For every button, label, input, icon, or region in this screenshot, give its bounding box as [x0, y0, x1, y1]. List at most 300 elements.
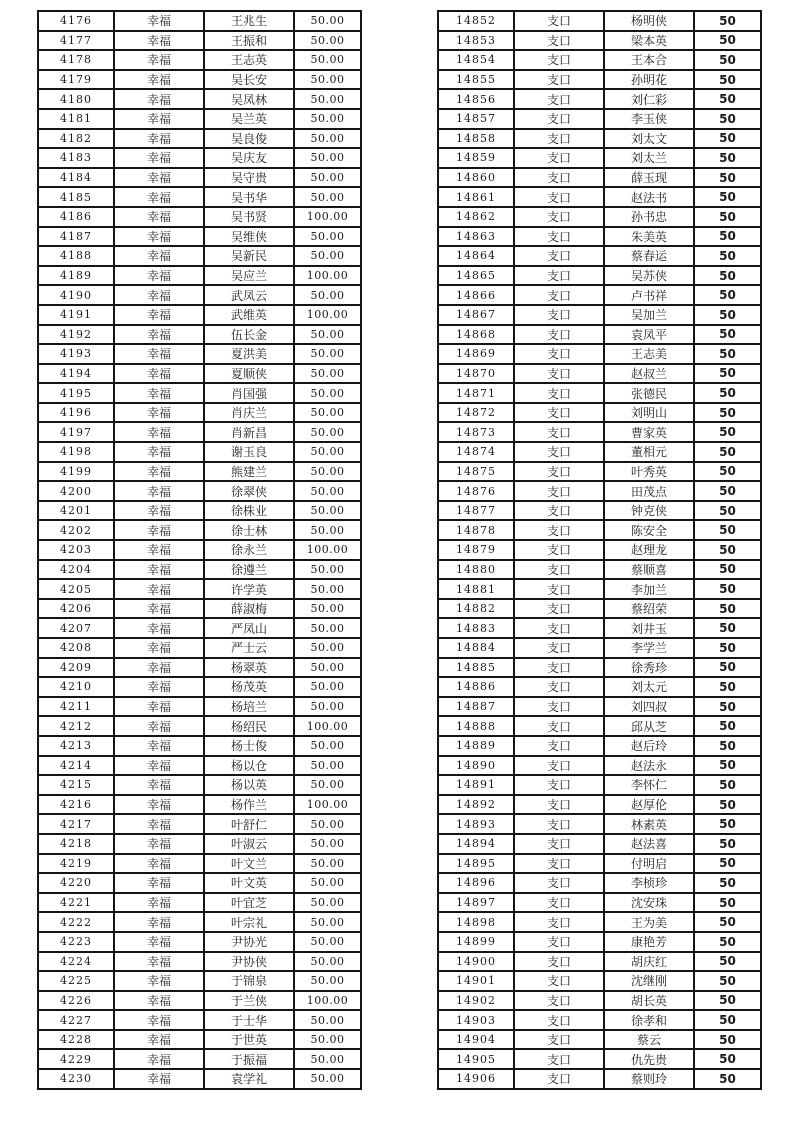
amount-cell: 50.00 [294, 344, 361, 364]
amount-cell: 50 [694, 462, 761, 482]
name-cell: 蔡云 [604, 1030, 694, 1050]
amount-cell: 50 [694, 383, 761, 403]
id-cell: 4216 [38, 795, 114, 815]
name-cell: 杨作兰 [204, 795, 294, 815]
amount-cell: 50.00 [294, 579, 361, 599]
amount-cell: 100.00 [294, 795, 361, 815]
table-row [438, 442, 761, 462]
table-row [38, 854, 361, 874]
amount-cell: 50.00 [294, 520, 361, 540]
amount-cell: 50 [694, 677, 761, 697]
id-cell: 4202 [38, 520, 114, 540]
amount-cell: 50.00 [294, 442, 361, 462]
amount-cell: 50.00 [294, 1069, 361, 1089]
table-row [438, 403, 761, 423]
group-cell: 支口 [514, 462, 604, 482]
table-row [438, 481, 761, 501]
name-cell: 赵法喜 [604, 834, 694, 854]
group-cell: 幸福 [114, 364, 204, 384]
group-cell: 支口 [514, 697, 604, 717]
amount-cell: 50 [694, 187, 761, 207]
group-cell: 支口 [514, 814, 604, 834]
name-cell: 沈安珠 [604, 893, 694, 913]
name-cell: 薛淑梅 [204, 599, 294, 619]
id-cell: 4186 [38, 207, 114, 227]
group-cell: 幸福 [114, 912, 204, 932]
group-cell: 支口 [514, 854, 604, 874]
group-cell: 幸福 [114, 305, 204, 325]
amount-cell: 50.00 [294, 932, 361, 952]
table-row [38, 462, 361, 482]
table-row [438, 912, 761, 932]
id-cell: 14896 [438, 873, 514, 893]
group-cell: 幸福 [114, 148, 204, 168]
group-cell: 支口 [514, 89, 604, 109]
id-cell: 14906 [438, 1069, 514, 1089]
name-cell: 杨明侠 [604, 11, 694, 31]
id-cell: 14862 [438, 207, 514, 227]
id-cell: 4213 [38, 736, 114, 756]
table-row [438, 677, 761, 697]
name-cell: 杨士俊 [204, 736, 294, 756]
table-row [438, 658, 761, 678]
table-row [438, 50, 761, 70]
id-cell: 4212 [38, 716, 114, 736]
id-cell: 14870 [438, 364, 514, 384]
group-cell: 幸福 [114, 579, 204, 599]
id-cell: 14873 [438, 422, 514, 442]
group-cell: 幸福 [114, 1069, 204, 1089]
amount-cell: 50 [694, 1010, 761, 1030]
name-cell: 李玉侠 [604, 109, 694, 129]
amount-cell: 50.00 [294, 618, 361, 638]
table-row [38, 579, 361, 599]
amount-cell: 50.00 [294, 1049, 361, 1069]
amount-cell: 50 [694, 129, 761, 149]
id-cell: 14880 [438, 560, 514, 580]
id-cell: 4193 [38, 344, 114, 364]
id-cell: 14871 [438, 383, 514, 403]
name-cell: 吴书华 [204, 187, 294, 207]
group-cell: 幸福 [114, 129, 204, 149]
table-row [438, 187, 761, 207]
table-row [438, 207, 761, 227]
amount-cell: 50 [694, 834, 761, 854]
amount-cell: 50.00 [294, 658, 361, 678]
id-cell: 14859 [438, 148, 514, 168]
table-row [438, 540, 761, 560]
name-cell: 徐永兰 [204, 540, 294, 560]
amount-cell: 50 [694, 325, 761, 345]
amount-cell: 50 [694, 227, 761, 247]
table-row [38, 442, 361, 462]
id-cell: 14900 [438, 952, 514, 972]
group-cell: 幸福 [114, 11, 204, 31]
group-cell: 支口 [514, 873, 604, 893]
id-cell: 4200 [38, 481, 114, 501]
group-cell: 幸福 [114, 187, 204, 207]
id-cell: 14864 [438, 246, 514, 266]
amount-cell: 100.00 [294, 305, 361, 325]
table-row [38, 795, 361, 815]
amount-cell: 50 [694, 579, 761, 599]
id-cell: 14875 [438, 462, 514, 482]
group-cell: 幸福 [114, 795, 204, 815]
group-cell: 幸福 [114, 227, 204, 247]
name-cell: 叶舒仁 [204, 814, 294, 834]
id-cell: 14885 [438, 658, 514, 678]
name-cell: 吴长安 [204, 70, 294, 90]
id-cell: 14852 [438, 11, 514, 31]
table-row [38, 207, 361, 227]
id-cell: 14884 [438, 638, 514, 658]
group-cell: 幸福 [114, 1010, 204, 1030]
name-cell: 袁凤平 [604, 325, 694, 345]
id-cell: 4210 [38, 677, 114, 697]
name-cell: 严士云 [204, 638, 294, 658]
amount-cell: 50.00 [294, 854, 361, 874]
group-cell: 支口 [514, 756, 604, 776]
id-cell: 4185 [38, 187, 114, 207]
id-cell: 14881 [438, 579, 514, 599]
group-cell: 幸福 [114, 266, 204, 286]
group-cell: 支口 [514, 952, 604, 972]
amount-cell: 50.00 [294, 246, 361, 266]
name-cell: 尹协侠 [204, 952, 294, 972]
group-cell: 支口 [514, 1069, 604, 1089]
amount-cell: 50 [694, 638, 761, 658]
id-cell: 4194 [38, 364, 114, 384]
group-cell: 幸福 [114, 246, 204, 266]
name-cell: 梁本英 [604, 31, 694, 51]
amount-cell: 50 [694, 305, 761, 325]
id-cell: 14903 [438, 1010, 514, 1030]
id-cell: 14877 [438, 501, 514, 521]
group-cell: 幸福 [114, 932, 204, 952]
group-cell: 幸福 [114, 520, 204, 540]
table-row [38, 893, 361, 913]
table-row [438, 638, 761, 658]
table-row [438, 893, 761, 913]
name-cell: 刘太文 [604, 129, 694, 149]
group-cell: 幸福 [114, 344, 204, 364]
id-cell: 4183 [38, 148, 114, 168]
name-cell: 康艳芳 [604, 932, 694, 952]
table-row [38, 912, 361, 932]
name-cell: 王兆生 [204, 11, 294, 31]
table-row [38, 148, 361, 168]
group-cell: 幸福 [114, 383, 204, 403]
amount-cell: 50.00 [294, 501, 361, 521]
group-cell: 支口 [514, 912, 604, 932]
id-cell: 4219 [38, 854, 114, 874]
name-cell: 王为美 [604, 912, 694, 932]
name-cell: 吴庆友 [204, 148, 294, 168]
group-cell: 幸福 [114, 736, 204, 756]
name-cell: 叶文英 [204, 873, 294, 893]
name-cell: 张德民 [604, 383, 694, 403]
id-cell: 4221 [38, 893, 114, 913]
table-row [438, 383, 761, 403]
group-cell: 幸福 [114, 1030, 204, 1050]
amount-cell: 50 [694, 89, 761, 109]
table-row [38, 1049, 361, 1069]
group-cell: 幸福 [114, 207, 204, 227]
table-row [438, 697, 761, 717]
id-cell: 4181 [38, 109, 114, 129]
id-cell: 4188 [38, 246, 114, 266]
id-cell: 14899 [438, 932, 514, 952]
id-cell: 4198 [38, 442, 114, 462]
group-cell: 幸福 [114, 560, 204, 580]
amount-cell: 50.00 [294, 285, 361, 305]
group-cell: 支口 [514, 716, 604, 736]
amount-cell: 50.00 [294, 89, 361, 109]
group-cell: 幸福 [114, 89, 204, 109]
group-cell: 幸福 [114, 658, 204, 678]
group-cell: 幸福 [114, 501, 204, 521]
id-cell: 4224 [38, 952, 114, 972]
id-cell: 14860 [438, 168, 514, 188]
name-cell: 徐秀珍 [604, 658, 694, 678]
table-row [438, 618, 761, 638]
table-row [438, 227, 761, 247]
name-cell: 刘井玉 [604, 618, 694, 638]
name-cell: 邱从芝 [604, 716, 694, 736]
group-cell: 幸福 [114, 756, 204, 776]
name-cell: 赵后玲 [604, 736, 694, 756]
group-cell: 支口 [514, 1049, 604, 1069]
id-cell: 4223 [38, 932, 114, 952]
id-cell: 4204 [38, 560, 114, 580]
group-cell: 幸福 [114, 422, 204, 442]
amount-cell: 50.00 [294, 893, 361, 913]
table-row [38, 932, 361, 952]
id-cell: 14894 [438, 834, 514, 854]
name-cell: 谢玉良 [204, 442, 294, 462]
amount-cell: 50.00 [294, 11, 361, 31]
name-cell: 吴加兰 [604, 305, 694, 325]
table-row [438, 736, 761, 756]
group-cell: 幸福 [114, 952, 204, 972]
name-cell: 肖新昌 [204, 422, 294, 442]
id-cell: 14865 [438, 266, 514, 286]
table-row [38, 501, 361, 521]
id-cell: 14854 [438, 50, 514, 70]
name-cell: 胡庆红 [604, 952, 694, 972]
name-cell: 王本合 [604, 50, 694, 70]
amount-cell: 50 [694, 1049, 761, 1069]
table-row [38, 266, 361, 286]
group-cell: 幸福 [114, 599, 204, 619]
table-row [38, 618, 361, 638]
name-cell: 于兰侠 [204, 991, 294, 1011]
id-cell: 4197 [38, 422, 114, 442]
table-row [38, 285, 361, 305]
roster-table-left [37, 10, 362, 1090]
amount-cell: 50.00 [294, 775, 361, 795]
amount-cell: 50.00 [294, 31, 361, 51]
group-cell: 支口 [514, 971, 604, 991]
name-cell: 田茂点 [604, 481, 694, 501]
group-cell: 幸福 [114, 168, 204, 188]
id-cell: 4182 [38, 129, 114, 149]
name-cell: 徐遵兰 [204, 560, 294, 580]
id-cell: 14902 [438, 991, 514, 1011]
amount-cell: 50.00 [294, 834, 361, 854]
id-cell: 4226 [38, 991, 114, 1011]
group-cell: 支口 [514, 383, 604, 403]
id-cell: 14858 [438, 129, 514, 149]
name-cell: 叶文兰 [204, 854, 294, 874]
amount-cell: 50.00 [294, 697, 361, 717]
group-cell: 支口 [514, 795, 604, 815]
name-cell: 伍长金 [204, 325, 294, 345]
table-row [38, 403, 361, 423]
id-cell: 4206 [38, 599, 114, 619]
table-row [38, 227, 361, 247]
name-cell: 吴苏侠 [604, 266, 694, 286]
table-row [438, 305, 761, 325]
name-cell: 付明启 [604, 854, 694, 874]
table-row [38, 129, 361, 149]
group-cell: 支口 [514, 520, 604, 540]
id-cell: 14876 [438, 481, 514, 501]
roster-table-right-body [438, 11, 761, 1089]
table-row [438, 599, 761, 619]
name-cell: 孙明花 [604, 70, 694, 90]
amount-cell: 50.00 [294, 638, 361, 658]
id-cell: 14878 [438, 520, 514, 540]
id-cell: 4199 [38, 462, 114, 482]
name-cell: 吴兰英 [204, 109, 294, 129]
amount-cell: 50.00 [294, 227, 361, 247]
group-cell: 支口 [514, 658, 604, 678]
table-row [38, 638, 361, 658]
amount-cell: 50 [694, 952, 761, 972]
name-cell: 徐孝和 [604, 1010, 694, 1030]
table-row [438, 462, 761, 482]
name-cell: 杨以仓 [204, 756, 294, 776]
name-cell: 许学英 [204, 579, 294, 599]
name-cell: 杨以英 [204, 775, 294, 795]
id-cell: 4208 [38, 638, 114, 658]
name-cell: 熊建兰 [204, 462, 294, 482]
group-cell: 幸福 [114, 697, 204, 717]
id-cell: 4205 [38, 579, 114, 599]
name-cell: 于振福 [204, 1049, 294, 1069]
amount-cell: 50 [694, 658, 761, 678]
amount-cell: 50 [694, 1030, 761, 1050]
table-row [38, 31, 361, 51]
amount-cell: 50.00 [294, 70, 361, 90]
amount-cell: 50 [694, 814, 761, 834]
group-cell: 幸福 [114, 403, 204, 423]
group-cell: 幸福 [114, 991, 204, 1011]
group-cell: 支口 [514, 991, 604, 1011]
amount-cell: 50.00 [294, 129, 361, 149]
table-row [38, 187, 361, 207]
table-row [438, 89, 761, 109]
id-cell: 14904 [438, 1030, 514, 1050]
name-cell: 李学兰 [604, 638, 694, 658]
id-cell: 14892 [438, 795, 514, 815]
group-cell: 支口 [514, 148, 604, 168]
group-cell: 幸福 [114, 285, 204, 305]
table-row [38, 70, 361, 90]
table-row [38, 109, 361, 129]
table-row [438, 814, 761, 834]
amount-cell: 50 [694, 31, 761, 51]
id-cell: 4229 [38, 1049, 114, 1069]
amount-cell: 50.00 [294, 971, 361, 991]
id-cell: 14879 [438, 540, 514, 560]
amount-cell: 50.00 [294, 364, 361, 384]
table-row [38, 50, 361, 70]
table-row [38, 599, 361, 619]
id-cell: 14883 [438, 618, 514, 638]
group-cell: 支口 [514, 227, 604, 247]
amount-cell: 50.00 [294, 1030, 361, 1050]
id-cell: 4230 [38, 1069, 114, 1089]
group-cell: 支口 [514, 70, 604, 90]
name-cell: 刘太元 [604, 677, 694, 697]
name-cell: 夏洪美 [204, 344, 294, 364]
name-cell: 王振和 [204, 31, 294, 51]
amount-cell: 50 [694, 775, 761, 795]
table-row [38, 1030, 361, 1050]
amount-cell: 50 [694, 501, 761, 521]
table-row [438, 795, 761, 815]
id-cell: 4228 [38, 1030, 114, 1050]
id-cell: 14872 [438, 403, 514, 423]
name-cell: 叶宗礼 [204, 912, 294, 932]
group-cell: 支口 [514, 540, 604, 560]
group-cell: 支口 [514, 109, 604, 129]
id-cell: 14886 [438, 677, 514, 697]
name-cell: 陈安全 [604, 520, 694, 540]
table-row [438, 31, 761, 51]
amount-cell: 50 [694, 364, 761, 384]
id-cell: 4227 [38, 1010, 114, 1030]
name-cell: 肖国强 [204, 383, 294, 403]
table-row [38, 560, 361, 580]
table-row [438, 520, 761, 540]
name-cell: 徐翠侠 [204, 481, 294, 501]
id-cell: 14869 [438, 344, 514, 364]
name-cell: 董相元 [604, 442, 694, 462]
id-cell: 4184 [38, 168, 114, 188]
group-cell: 支口 [514, 364, 604, 384]
group-cell: 支口 [514, 481, 604, 501]
table-row [438, 422, 761, 442]
amount-cell: 50 [694, 266, 761, 286]
name-cell: 袁学礼 [204, 1069, 294, 1089]
table-row [438, 756, 761, 776]
name-cell: 严凤山 [204, 618, 294, 638]
amount-cell: 50 [694, 618, 761, 638]
id-cell: 14901 [438, 971, 514, 991]
group-cell: 支口 [514, 285, 604, 305]
table-row [438, 834, 761, 854]
table-row [38, 658, 361, 678]
name-cell: 仇先贵 [604, 1049, 694, 1069]
id-cell: 14905 [438, 1049, 514, 1069]
table-row [438, 854, 761, 874]
table-row [438, 775, 761, 795]
table-row [438, 579, 761, 599]
amount-cell: 50 [694, 148, 761, 168]
